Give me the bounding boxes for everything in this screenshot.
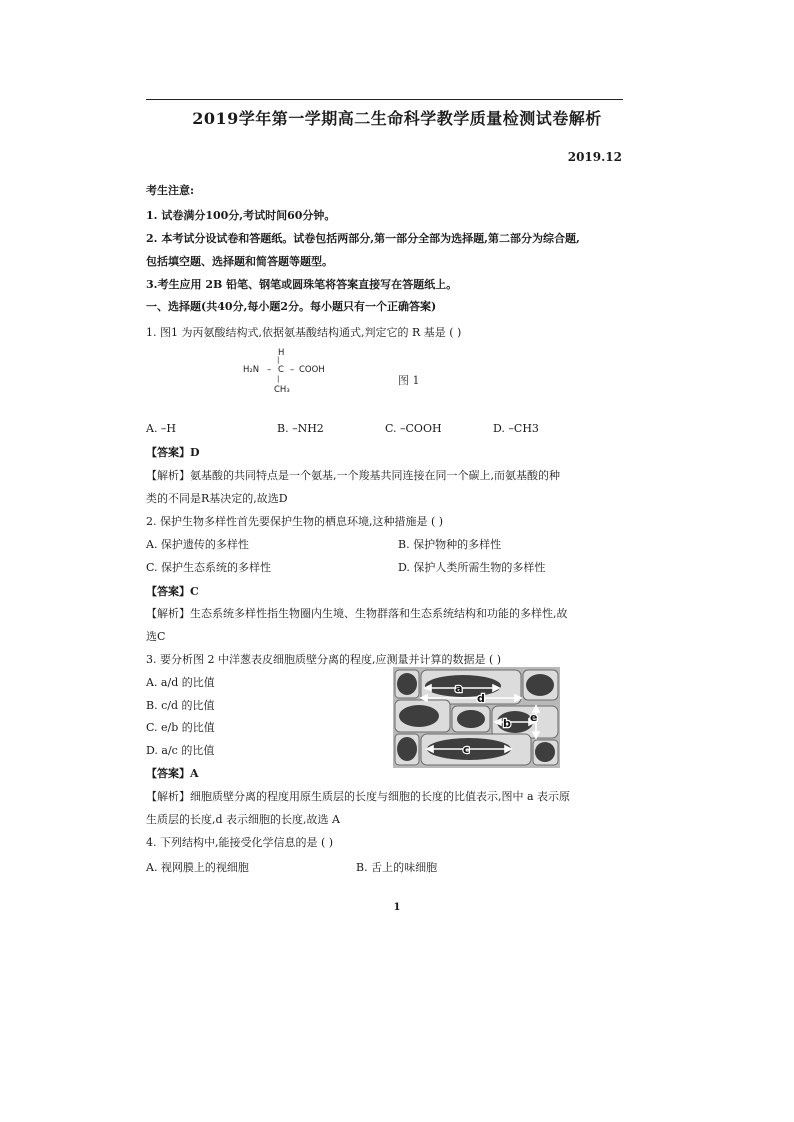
- q2-option-b: B. 保护物种的多样性: [398, 538, 502, 551]
- onion-cell-micrograph: [393, 667, 560, 768]
- q1-option-d: D. –CH3: [493, 422, 539, 435]
- q3-option-b: B. c/d 的比值: [146, 699, 215, 712]
- q2-answer: 【答案】C: [146, 585, 199, 598]
- q3-answer: 【答案】A: [146, 767, 199, 780]
- formula-carbon: C: [278, 365, 284, 375]
- q1-analysis-line-2: 类的不同是R基决定的,故选D: [146, 492, 288, 505]
- notice-item-1: 1. 试卷满分100分,考试时间60分钟。: [146, 209, 336, 222]
- alanine-structure-formula: [241, 348, 341, 400]
- protoplast: [457, 710, 485, 728]
- section-heading: 一、选择题(共40分,每小题2分。每小题只有一个正确答案): [146, 300, 437, 313]
- header-rule: [146, 99, 623, 100]
- formula-amino: H₂N: [243, 365, 260, 375]
- page-title: 2019学年第一学期高二生命科学教学质量检测试卷解析: [192, 109, 602, 128]
- q1-option-c: C. –COOH: [385, 422, 442, 435]
- formula-dash-right: –: [290, 365, 295, 375]
- protoplast: [397, 673, 417, 695]
- q1-answer: 【答案】D: [146, 446, 200, 459]
- formula-bond-top: |: [277, 356, 280, 364]
- notice-item-2: 2. 本考试分设试卷和答题纸。试卷包括两部分,第一部分全部为选择题,第二部分为综合题,: [146, 232, 580, 245]
- q1-option-b: B. –NH2: [277, 422, 324, 435]
- q1-stem: 1. 图1 为丙氨酸结构式,依据氨基酸结构通式,判定它的 R 基是 ( ): [146, 326, 462, 339]
- q4-option-a: A. 视网膜上的视细胞: [146, 861, 249, 874]
- formula-dash-left: –: [267, 365, 272, 375]
- formula-methyl: CH₃: [274, 385, 290, 395]
- label-b: b: [503, 717, 511, 730]
- q2-stem: 2. 保护生物多样性首先要保护生物的栖息环境,这种措施是 ( ): [146, 515, 444, 528]
- q4-stem: 4. 下列结构中,能接受化学信息的是 ( ): [146, 836, 334, 849]
- protoplast: [425, 675, 501, 697]
- q2-analysis-line-1: 【解析】生态系统多样性指生物圈内生境、生物群落和生态系统结构和功能的多样性,故: [146, 607, 568, 620]
- q1-analysis-line-1: 【解析】氨基酸的共同特点是一个氨基,一个羧基共同连接在同一个碳上,而氨基酸的种: [146, 469, 560, 482]
- protoplast: [526, 674, 554, 696]
- label-d: d: [477, 692, 485, 705]
- exam-date: 2019.12: [567, 150, 622, 164]
- notice-item-2-cont: 包括填空题、选择题和简答题等题型。: [146, 255, 333, 268]
- q3-option-c: C. e/b 的比值: [146, 721, 215, 734]
- notice-item-3: 3.考生应用 2B 铅笔、钢笔或圆珠笔将答案直接写在答题纸上。: [146, 278, 458, 291]
- protoplast: [399, 705, 439, 727]
- q3-stem: 3. 要分析图 2 中洋葱表皮细胞质壁分离的程度,应测量并计算的数据是 ( ): [146, 653, 502, 666]
- formula-carboxyl: COOH: [299, 365, 325, 375]
- figure-1-label: 图 1: [398, 374, 420, 387]
- label-a: a: [455, 682, 463, 695]
- q3-option-a: A. a/d 的比值: [146, 676, 215, 689]
- notice-heading: 考生注意:: [146, 184, 195, 197]
- label-e: e: [530, 711, 538, 724]
- q2-option-c: C. 保护生态系统的多样性: [146, 561, 272, 574]
- page-number: 1: [393, 902, 401, 913]
- q2-option-d: D. 保护人类所需生物的多样性: [398, 561, 546, 574]
- q3-option-d: D. a/c 的比值: [146, 744, 215, 757]
- q3-analysis-line-2: 生质层的长度,d 表示细胞的长度,故选 A: [146, 813, 340, 826]
- q2-option-a: A. 保护遗传的多样性: [146, 538, 249, 551]
- q4-option-b: B. 舌上的味细胞: [356, 861, 438, 874]
- q3-analysis-line-1: 【解析】细胞质壁分离的程度用原生质层的长度与细胞的长度的比值表示,图中 a 表示原: [146, 790, 571, 803]
- protoplast: [397, 737, 417, 761]
- q2-analysis-line-2: 选C: [146, 630, 166, 643]
- formula-h: H: [278, 348, 285, 358]
- q1-option-a: A. –H: [146, 422, 177, 435]
- protoplast: [535, 742, 555, 762]
- label-c: c: [463, 743, 470, 756]
- formula-bond-bottom: |: [277, 375, 280, 383]
